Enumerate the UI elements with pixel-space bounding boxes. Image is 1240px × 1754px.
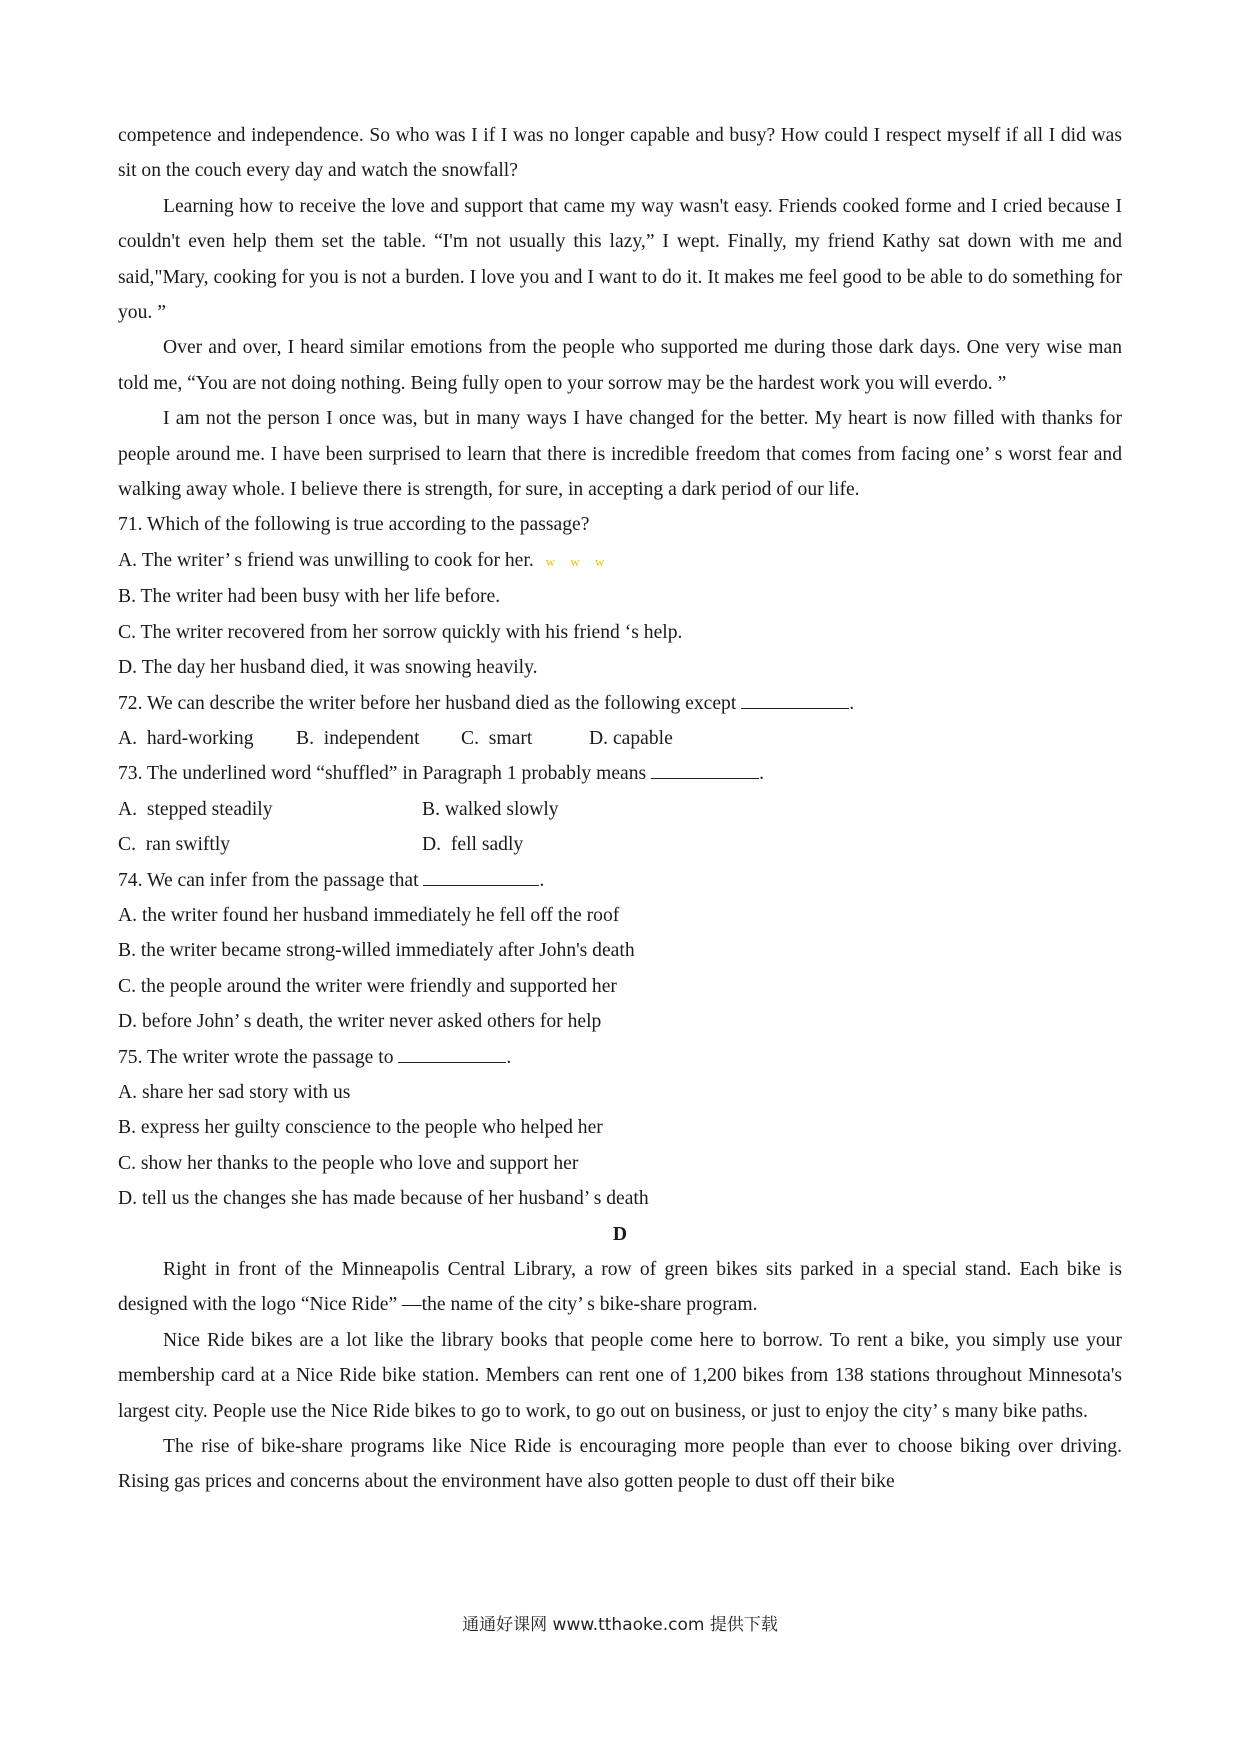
question-73-option-b: B. walked slowly <box>422 798 559 820</box>
question-73-option-c: C. ran swiftly <box>118 834 231 856</box>
paragraph: competence and independence. So who was I if I was no longer capable and busy? How could I respect myself if all I did was sit on the couch every day and watch the snowfall? <box>118 125 1122 182</box>
watermark-text: w w w <box>545 553 611 569</box>
paragraph: I am not the person I once was, but in many ways I have changed for the better. My heart is now filled with thanks for people around me. I have been surprised to learn that there is incredible freedom that comes from facing one’ s worst fear and walking away whole. I believe there is strength, for sure, in accepting a dark period of our life. <box>118 408 1122 501</box>
document-page <box>118 118 1122 1500</box>
question-72-stem <box>118 686 1122 721</box>
question-75-option-b: B. express her guilty conscience to the people who helped her <box>118 1117 603 1139</box>
option-text: A. The writer’ s friend was unwilling to cook for her. <box>118 549 534 571</box>
question-74-stem <box>118 863 1122 898</box>
stem-end: . <box>506 1046 512 1068</box>
stem-text: 74. We can infer from the passage that <box>118 869 419 891</box>
question-72-option-c: C. smart <box>461 727 533 749</box>
answer-blank <box>423 863 539 886</box>
paragraph: The rise of bike-share programs like Nice Ride is encouraging more people than ever to choose biking over driving. Rising gas prices and concerns about the environment have also gotten people to dust off their bike <box>118 1436 1122 1493</box>
question-74-option-d: D. before John’ s death, the writer never asked others for help <box>118 1011 602 1033</box>
question-73-options-row1 <box>118 792 1122 827</box>
question-75-stem <box>118 1040 1122 1075</box>
question-75-option-d: D. tell us the changes she has made because of her husband’ s death <box>118 1188 649 1210</box>
question-73-stem <box>118 756 1122 791</box>
question-72-option-d: D. capable <box>589 727 673 749</box>
question-72-option-b: B. independent <box>296 727 420 749</box>
stem-end: . <box>759 763 764 785</box>
question-71-stem: 71. Which of the following is true according to the passage? <box>118 514 590 536</box>
question-73-option-d: D. fell sadly <box>422 834 524 856</box>
paragraph: Learning how to receive the love and support that came my way wasn't easy. Friends cooked forme and I cried because I couldn't even help them set the table. “I'm not usually this lazy,” I wept. Finally, my friend Kathy sat down with me and said,"Mary, cooking for you is not a burden. I love you and I want to do it. It makes me feel good to be able to do something for you. ” <box>118 195 1122 324</box>
question-72-options <box>118 721 1122 756</box>
answer-blank <box>398 1040 506 1063</box>
question-72-option-a: A. hard-working <box>118 727 254 749</box>
answer-blank <box>651 756 759 779</box>
question-74-option-b: B. the writer became strong-willed immediately after John's death <box>118 940 635 962</box>
question-74-option-c: C. the people around the writer were friendly and supported her <box>118 975 617 997</box>
answer-blank <box>741 686 849 709</box>
question-73-option-a: A. stepped steadily <box>118 798 273 820</box>
question-74-option-a: A. the writer found her husband immediately he fell off the roof <box>118 904 620 926</box>
stem-end: . <box>539 869 545 891</box>
question-71-option-c: C. The writer recovered from her sorrow quickly with his friend ‘s help. <box>118 621 683 643</box>
paragraph: Over and over, I heard similar emotions from the people who supported me during those dark days. One very wise man told me, “You are not doing nothing. Being fully open to your sorrow may be the hardest work you will everdo. ” <box>118 337 1122 394</box>
question-71-option-a <box>118 543 1122 579</box>
stem-end: . <box>849 692 855 714</box>
question-75-option-c: C. show her thanks to the people who love and support her <box>118 1152 579 1174</box>
question-71-option-b: B. The writer had been busy with her life before. <box>118 586 501 608</box>
stem-text: 72. We can describe the writer before her husband died as the following except <box>118 692 737 714</box>
section-heading-d: D <box>612 1223 628 1245</box>
paragraph: Nice Ride bikes are a lot like the library books that people come here to borrow. To rent a bike, you simply use your membership card at a Nice Ride bike station. Members can rent one of 1,200 bikes from 138 stations throughout Minnesota's largest city. People use the Nice Ride bikes to go to work, to go out on business, or just to enjoy the city’ s many bike paths. <box>118 1329 1122 1422</box>
stem-text: 75. The writer wrote the passage to <box>118 1046 394 1068</box>
page-footer: 通通好课网 www.tthaoke.com 提供下载 <box>462 1615 778 1635</box>
question-71-option-d: D. The day her husband died, it was snowing heavily. <box>118 657 538 679</box>
question-73-options-row2 <box>118 827 1122 862</box>
stem-text: 73. The underlined word “shuffled” in Paragraph 1 probably means <box>118 763 647 785</box>
paragraph: Right in front of the Minneapolis Central Library, a row of green bikes sits parked in a special stand. Each bike is designed with the logo “Nice Ride” —the name of the city’ s bike-share program. <box>118 1259 1122 1316</box>
question-75-option-a: A. share her sad story with us <box>118 1081 351 1103</box>
